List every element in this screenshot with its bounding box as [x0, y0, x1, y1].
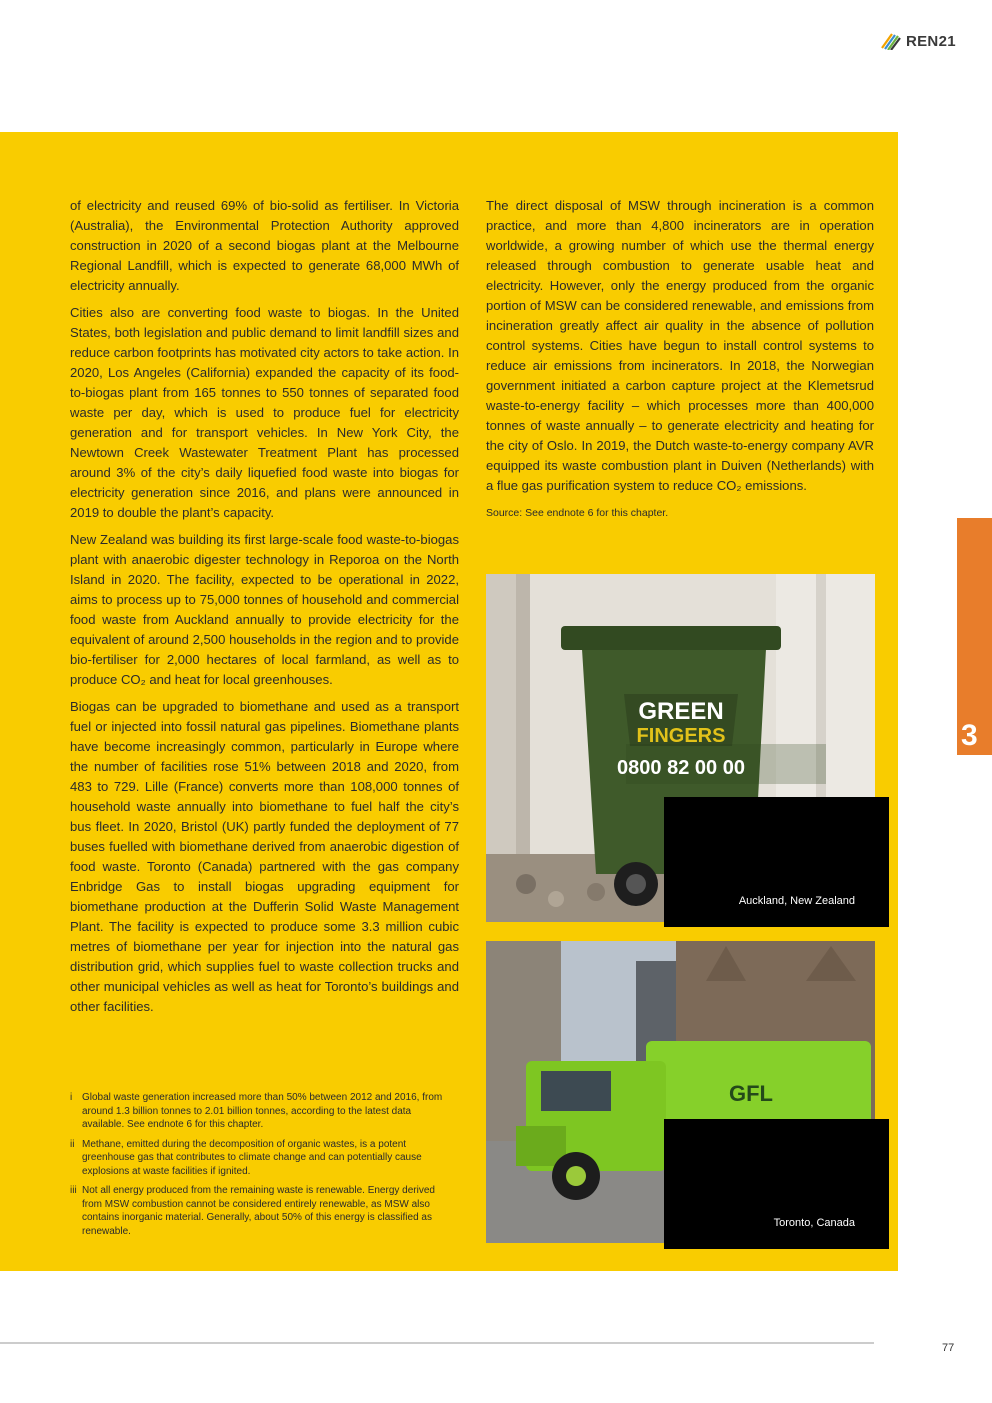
chapter-number: 3	[961, 719, 978, 752]
truck-logo: GFL	[729, 1081, 773, 1106]
paragraph: The direct disposal of MSW through incineration is a common practice, and more than 4,800 incinerators are in operation worldwide, a growing number of which use the thermal energy released through combustion to generate usable heat and electricity. However, only the energy produced from the organic portion of MSW can be considered renewable, and emissions from incineration greatly affect air quality in the absence of pollution control systems. Cities have begun to install control systems to reduce air emissions from incinerators. In 2018, the Norwegian government initiated a carbon capture project at the Klemetsrud waste-to-energy facility – which processes more than 400,000 tonnes of waste annually – to generate electricity and heating for the city of Oslo. In 2019, the Dutch waste-to-energy company AVR equipped its waste combustion plant in Duiven (Netherlands) with a flue gas purification system to reduce CO₂ emissions.	[486, 198, 874, 493]
ren21-logo-mark-icon	[880, 32, 902, 50]
footnotes	[70, 1091, 450, 1244]
bin-phone: 0800 82 00 00	[617, 757, 745, 779]
paragraph: Cities also are converting food waste to biogas. In the United States, both legislation and public demand to limit landfill sizes and reduce carbon footprints has motivated city actors to take action. In 2020, Los Angeles (California) expanded the capacity of its food-to-biogas plant from 165 tonnes to 550 tonnes of separated food waste per day, which is used to produce fuel for electricity generation and for transport vehicles. In New York City, the Newtown Creek Wastewater Treatment Plant has processed around 3% of the city’s daily liquefied food waste into biogas for electricity generation since 2016, and plans were announced in 2019 to double the plant’s capacity.	[70, 305, 459, 520]
footer-rule	[0, 1342, 874, 1344]
photo-caption-box	[664, 797, 889, 927]
source-note: Source: See endnote 6 for this chapter.	[486, 507, 669, 519]
logo-text: REN21	[906, 32, 956, 50]
footnote-mark: iii	[70, 1185, 77, 1196]
chapter-tab[interactable]	[957, 518, 992, 755]
footnote	[70, 1138, 450, 1179]
page-number: 77	[942, 1342, 955, 1354]
photo-caption-box	[664, 1119, 889, 1249]
footnote	[70, 1091, 450, 1132]
footnote-text: Methane, emitted during the decomposition of organic wastes, is a potent greenhouse gas that contributes to climate change and can potentially cause explosions at waste facilities if ignited.	[82, 1138, 422, 1177]
photo-caption: Toronto, Canada	[773, 1217, 855, 1229]
footnote-mark: ii	[70, 1138, 75, 1150]
bin-brand-bottom: FINGERS	[636, 725, 726, 747]
footnote-mark: i	[70, 1092, 73, 1103]
left-column	[70, 196, 459, 1024]
paragraph: of electricity and reused 69% of bio-solid as fertiliser. In Victoria (Australia), the Environmental Protection Authority approved construction in 2020 of a second biogas plant at the Melbourne Regional Landfill, which is expected to generate 68,000 MWh of electricity annually.	[70, 198, 459, 293]
footnote-text: Global waste generation increased more than 50% between 2012 and 2016, from around 1.3 billion tonnes to 2.01 billion tonnes, according to the latest data available. See endnote 6 for this chapter.	[82, 1092, 443, 1130]
paragraph: New Zealand was building its first large-scale food waste-to-biogas plant with anaerobic digester technology in Reporoa on the North Island in 2020. The facility, expected to be operational in 2022, aims to process up to 75,000 tonnes of household and commercial food waste from Auckland annually to provide electricity for the equivalent of around 2,500 households in the region and to provide bio-fertiliser for 2,000 hectares of local farmland, as well as to produce CO₂ and heat for local greenhouses.	[70, 532, 459, 687]
bin-brand-top: GREEN	[638, 698, 724, 725]
footnote-text: Not all energy produced from the remaining waste is renewable. Energy derived from MSW combustion cannot be considered entirely renewable, as MSW also contains inorganic material. Generally, about 50% of this energy is classified as renewable.	[82, 1185, 435, 1237]
right-column	[486, 196, 874, 520]
photo-caption: Auckland, New Zealand	[738, 895, 855, 907]
paragraph: Biogas can be upgraded to biomethane and used as a transport fuel or injected into fossil natural gas pipelines. Biomethane plants have become increasingly common, particularly in Europe where the number of facilities rose 51% between 2018 and 2020, from 483 to 729. Lille (France) converts more than 108,000 tonnes of household waste annually into biomethane to fuel half the city’s bus fleet. In 2020, Bristol (UK) partly funded the deployment of 77 buses fuelled with biomethane derived from anaerobic digestion of food waste. Toronto (Canada) partnered with the gas company Enbridge Gas to install biogas upgrading equipment for biomethane production at the Dufferin Solid Waste Management Plant. The facility is expected to produce some 3.3 million cubic metres of biomethane per year for injection into the natural gas distribution grid, which supplies fuel to waste collection trucks and other municipal vehicles as well as heat for Toronto’s buildings and other facilities.	[70, 699, 459, 1014]
footnote	[70, 1184, 450, 1238]
ren21-logo	[880, 30, 956, 52]
